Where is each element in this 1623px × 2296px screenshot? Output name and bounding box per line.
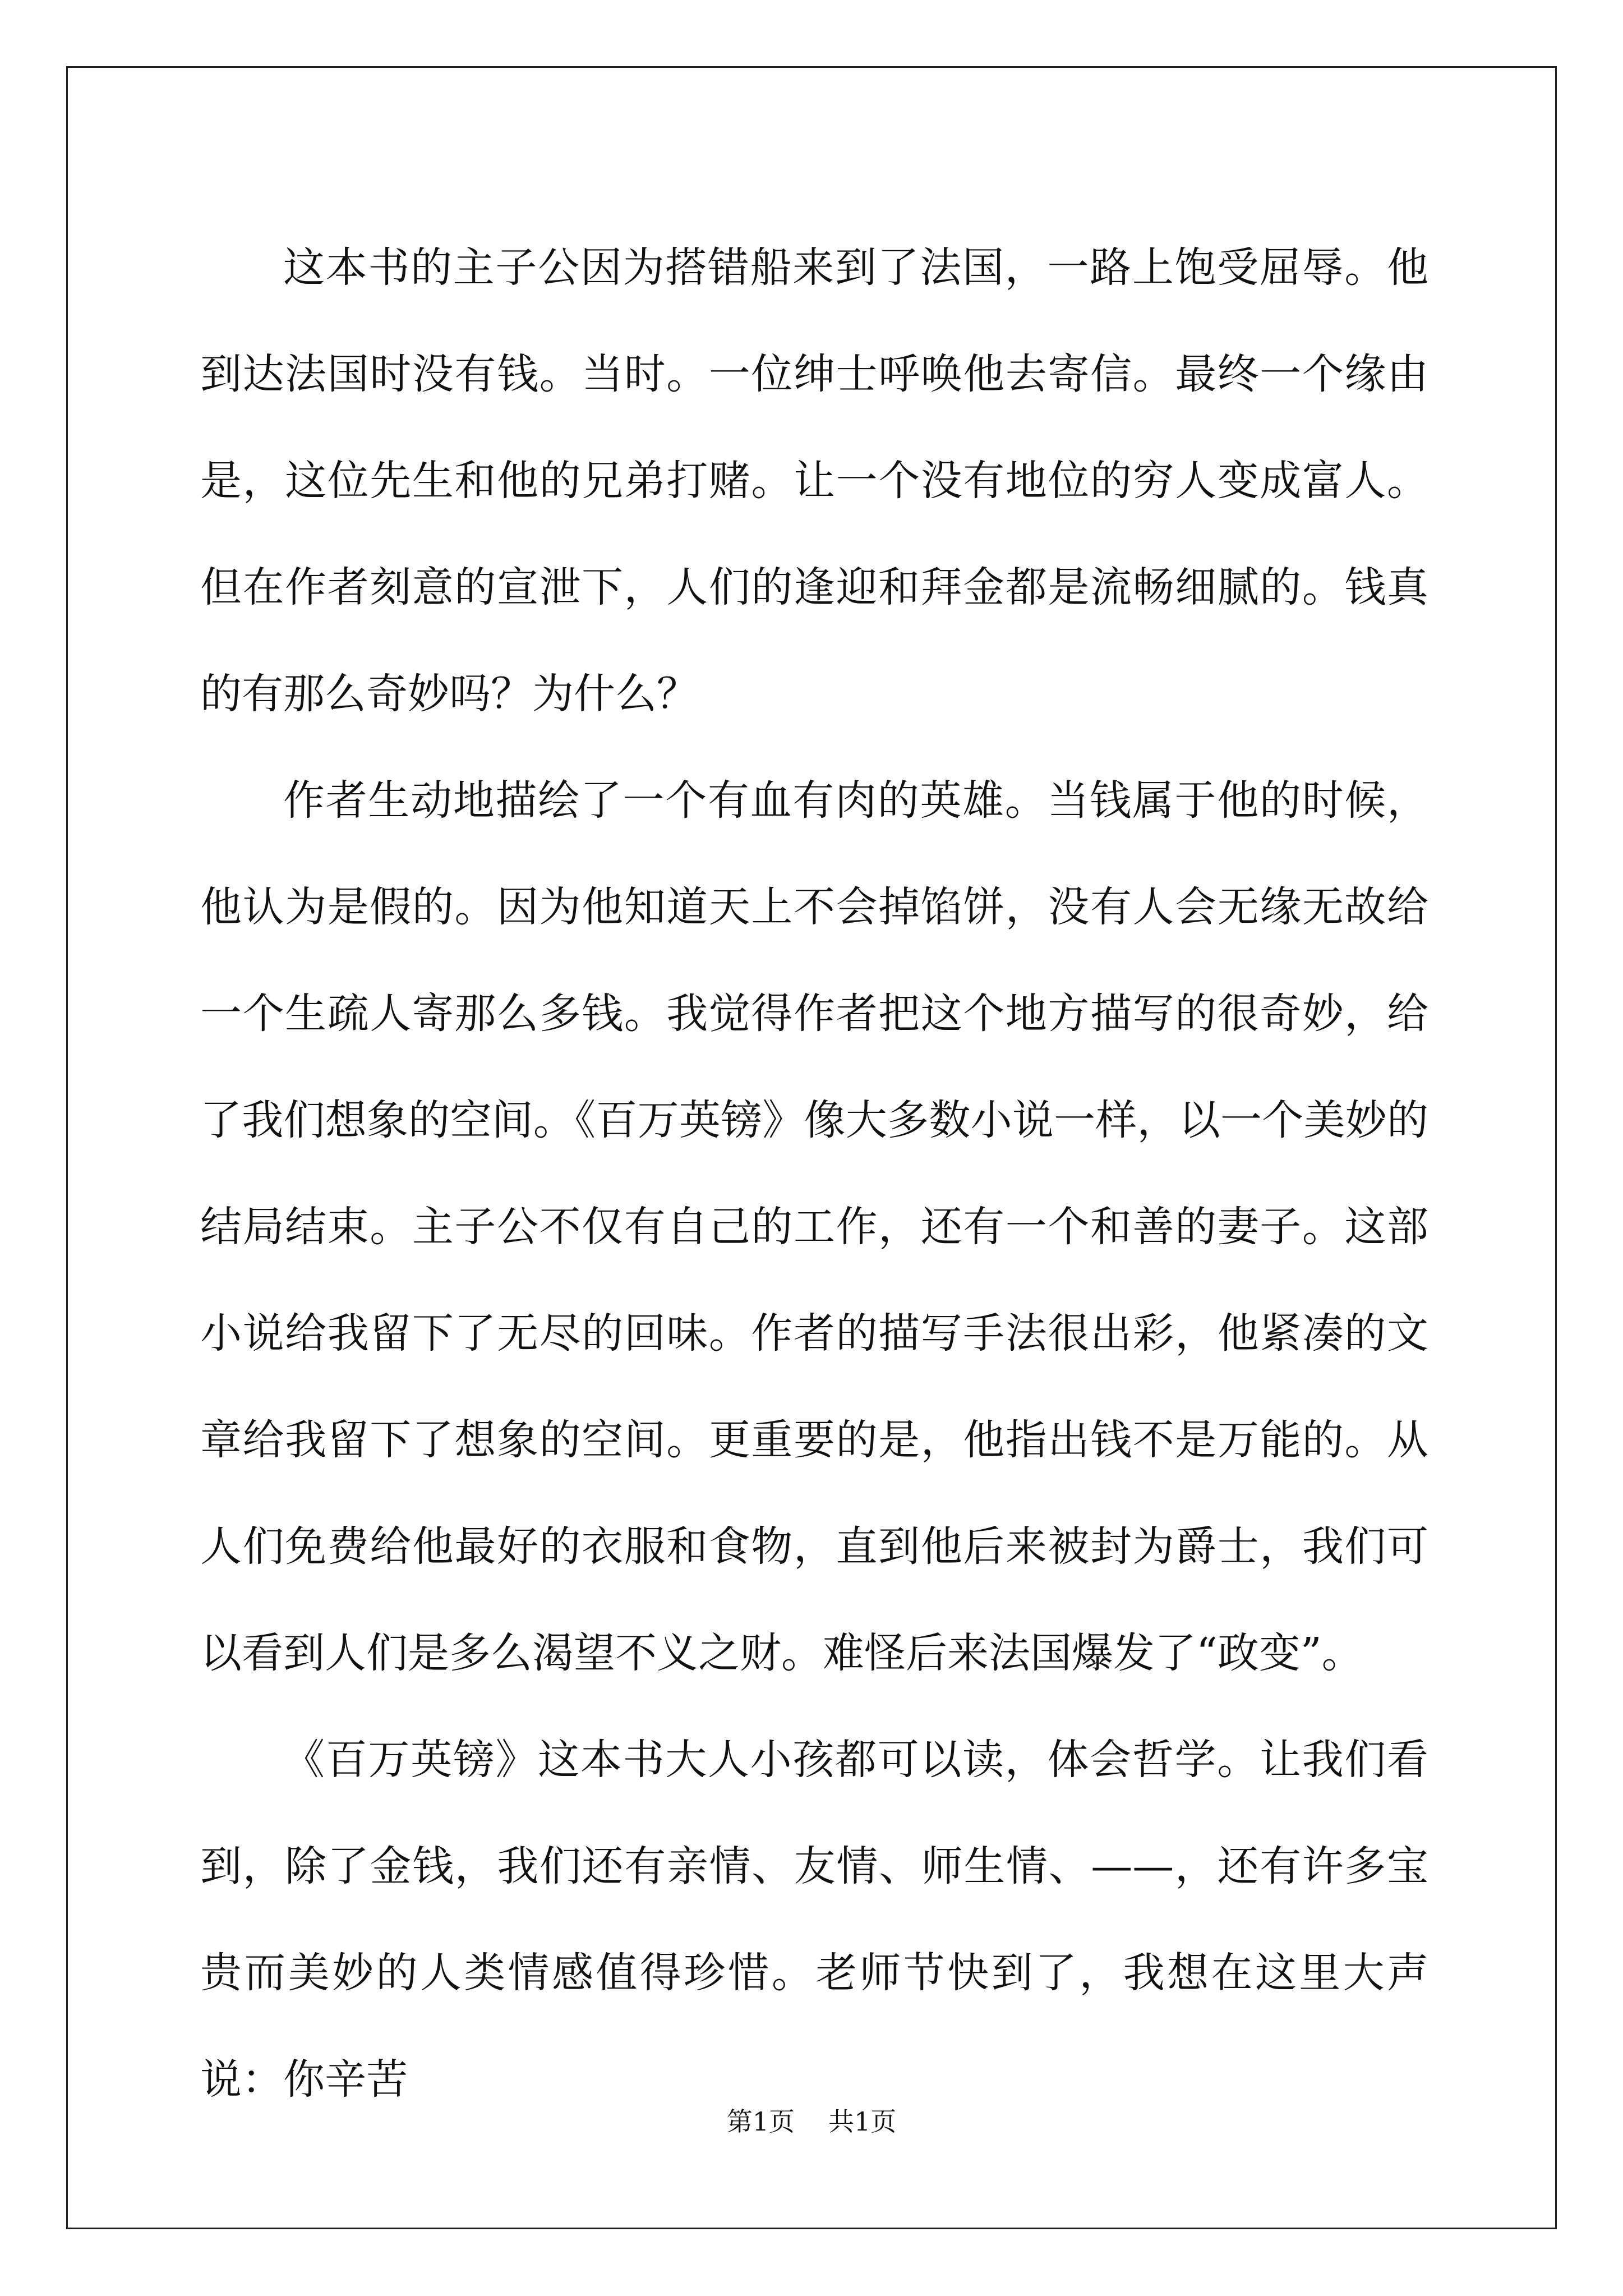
page-footer	[0, 2101, 1623, 2138]
paragraph-3: 《百万英镑》这本书大人小孩都可以读，体会哲学。让我们看到，除了金钱，我们还有亲情、友情、师生情、——，还有许多宝贵而美妙的人类情感值得珍惜。老师节快到了，我想在这里大声说：你辛苦	[200, 1736, 1428, 2104]
paragraph-2: 作者生动地描绘了一个有血有肉的英雄。当钱属于他的时候，他认为是假的。因为他知道天上不会掉馅饼，没有人会无缘无故给一个生疏人寄那么多钱。我觉得作者把这个地方描写的很奇妙，给了我们想象的空间。《百万英镑》像大多数小说一样，以一个美妙的结局结束。主子公不仅有自己的工作，还有一个和善的妻子。这部小说给我留下了无尽的回味。作者的描写手法很出彩，他紧凑的文章给我留下了想象的空间。更重要的是，他指出钱不是万能的。从人们免费给他最好的衣服和食物，直到他后来被封为爵士，我们可以看到人们是多么渴望不义之财。难怪后来法国爆发了“政变”。	[200, 776, 1428, 1677]
page-number: 第1页	[726, 2106, 795, 2137]
document-body	[200, 214, 1428, 2133]
page-total: 共1页	[828, 2106, 897, 2137]
paragraph-1: 这本书的主子公因为搭错船来到了法国，一路上饱受屈辱。他到达法国时没有钱。当时。一位绅士呼唤他去寄信。最终一个缘由是，这位先生和他的兄弟打赌。让一个没有地位的穷人变成富人。但在作者刻意的宣泄下，人们的逢迎和拜金都是流畅细腻的。钱真的有那么奇妙吗？为什么？	[200, 243, 1428, 718]
